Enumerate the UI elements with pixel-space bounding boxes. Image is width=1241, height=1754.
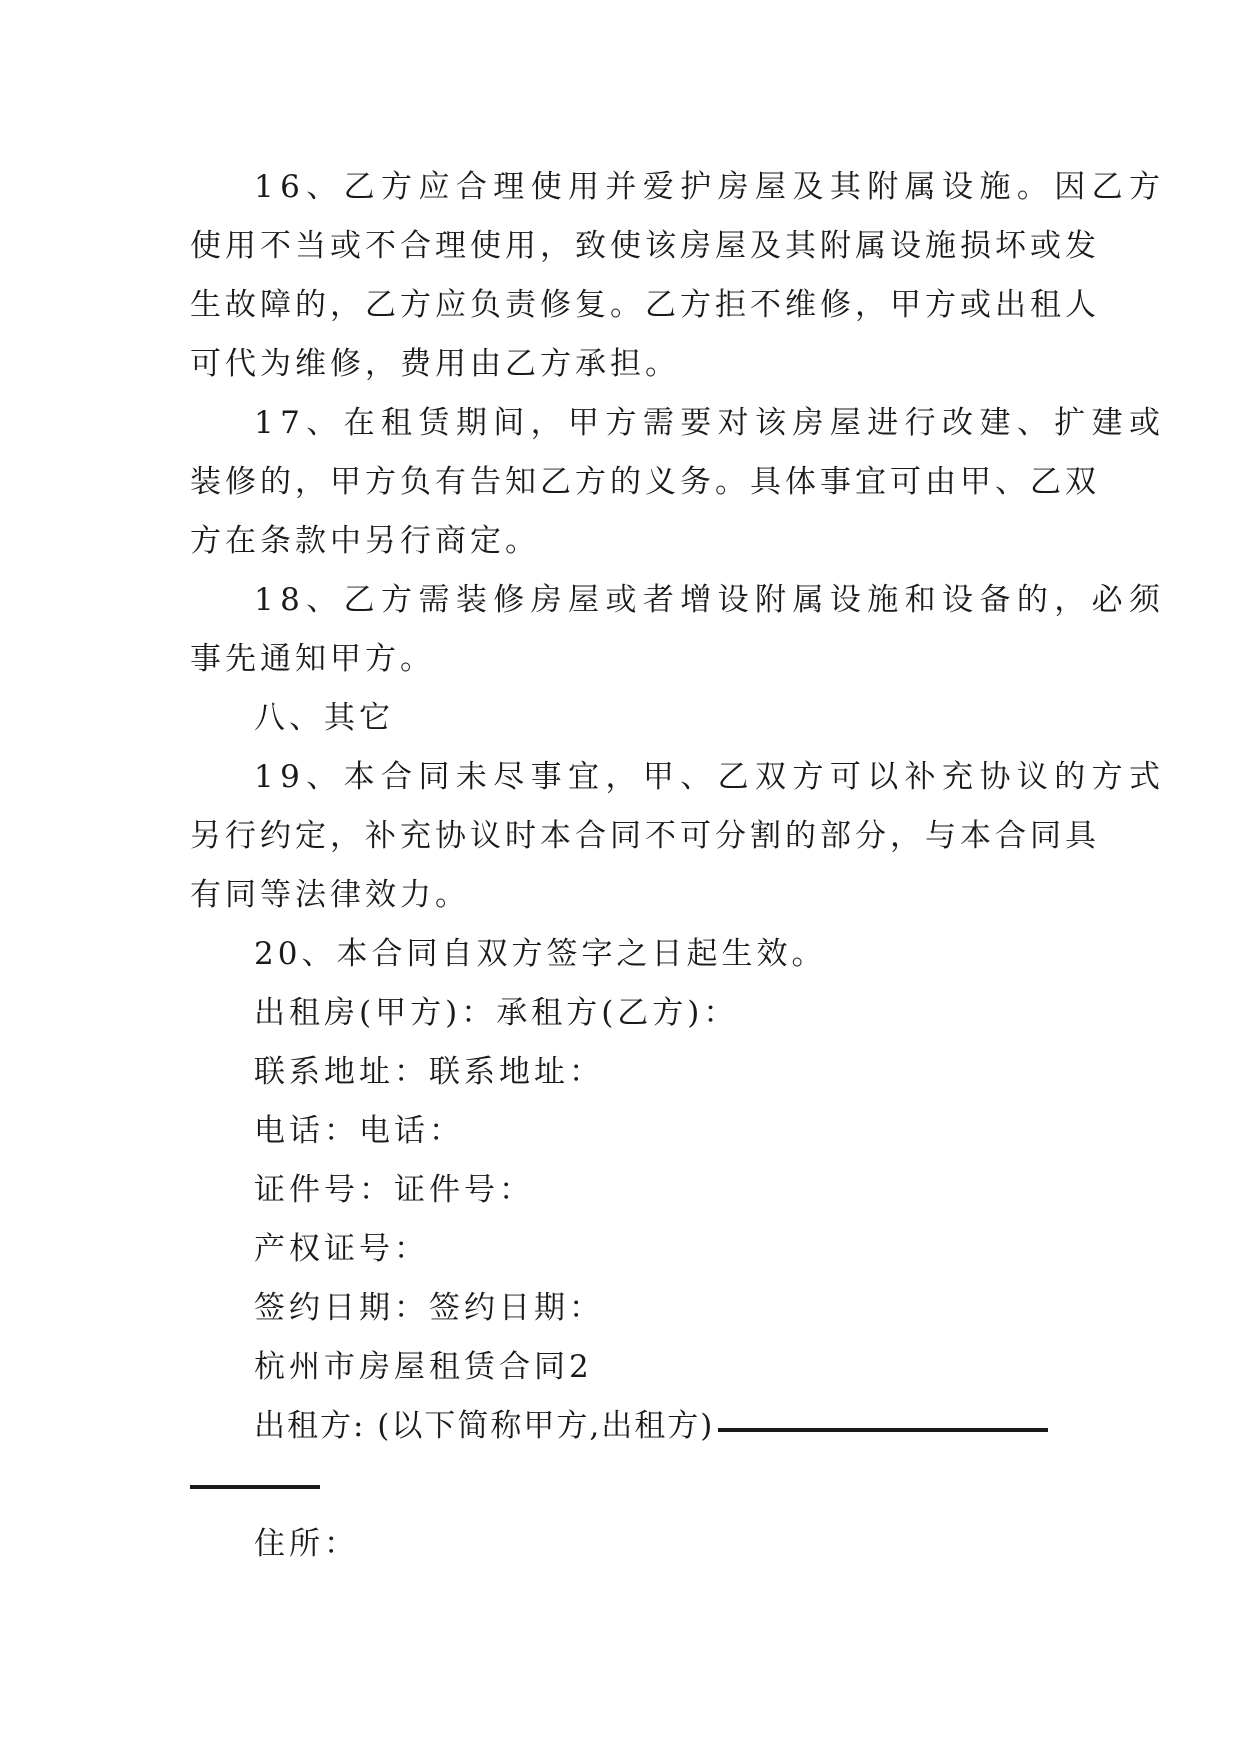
clause-17-line-1: 17、在租赁期间，甲方需要对该房屋进行改建、扩建或: [254, 405, 1167, 441]
lessor-blank-underline-continued: [190, 1483, 320, 1489]
clause-17-line-3: 方在条款中另行商定。: [190, 523, 540, 559]
clause-19-line-2: 另行约定，补充协议时本合同不可分割的部分，与本合同具: [190, 818, 1100, 854]
clause-16-line-3: 生故障的，乙方应负责修复。乙方拒不维修，甲方或出租人: [190, 287, 1100, 323]
clause-18-line-2: 事先通知甲方。: [190, 641, 435, 677]
document-page: [190, 158, 1167, 1574]
phone-line: 电话：电话：: [254, 1113, 464, 1149]
property-cert-line: 产权证号：: [254, 1231, 429, 1267]
clause-20: 20、本合同自双方签字之日起生效。: [254, 936, 827, 972]
id-number-line: 证件号：证件号：: [254, 1172, 534, 1208]
lessor-label: 出租方: (以下简称甲方,出租方): [254, 1408, 715, 1444]
clause-16-line-2: 使用不当或不合理使用，致使该房屋及其附属设施损坏或发: [190, 228, 1100, 264]
clause-18: [190, 571, 1167, 689]
lessor-line: [190, 1397, 1056, 1456]
contract-2-title: 杭州市房屋租赁合同2: [254, 1349, 593, 1385]
sign-date-line: 签约日期：签约日期：: [254, 1290, 604, 1326]
clause-16-line-4: 可代为维修，费用由乙方承担。: [190, 346, 680, 382]
clause-18-line-1: 18、乙方需装修房屋或者增设附属设施和设备的，必须: [254, 582, 1167, 618]
lessor-blank-underline: [718, 1424, 1048, 1432]
parties-line: 出租房(甲方)：承租方(乙方)：: [254, 995, 739, 1031]
clause-17-line-2: 装修的，甲方负有告知乙方的义务。具体事宜可由甲、乙双: [190, 464, 1100, 500]
clause-19-line-1: 19、本合同未尽事宜，甲、乙双方可以补充协议的方式: [254, 759, 1167, 795]
clause-17: [190, 394, 1167, 571]
clause-16: [190, 158, 1167, 394]
signature-block: [190, 984, 1056, 1338]
clause-19-line-3: 有同等法律效力。: [190, 877, 470, 913]
clause-19: [190, 748, 1167, 925]
section-heading-other: 八、其它: [254, 700, 394, 736]
residence-line: 住所：: [254, 1526, 359, 1562]
clause-16-line-1: 16、乙方应合理使用并爱护房屋及其附属设施。因乙方: [254, 169, 1167, 205]
address-line: 联系地址：联系地址：: [254, 1054, 604, 1090]
